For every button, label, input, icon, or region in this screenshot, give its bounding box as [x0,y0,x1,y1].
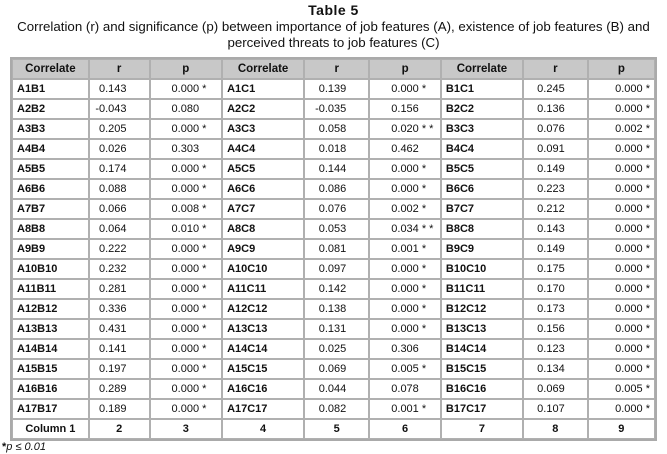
table-row [12,379,655,399]
r-cell: 0.091 [523,139,588,159]
correlate-cell: A15C15 [222,359,304,379]
correlate-cell: A13B13 [12,319,89,339]
r-cell: 0.136 [523,99,588,119]
table-row [12,359,655,379]
r-cell: 0.205 [89,119,150,139]
r-cell: 0.066 [89,199,150,219]
r-cell: 0.232 [89,259,150,279]
r-cell: 0.131 [304,319,369,339]
p-cell: 0.000 * [588,139,655,159]
correlate-cell: A10C10 [222,259,304,279]
table-row [12,79,655,99]
r-cell: 0.245 [523,79,588,99]
table-row [12,239,655,259]
correlate-cell: A2B2 [12,99,89,119]
r-cell: 0.289 [89,379,150,399]
correlate-cell: B1C1 [441,79,523,99]
p-cell: 0.010 * [150,219,223,239]
table-caption: Correlation (r) and significance (p) between importance of job features (A), existence of job features (B) and perceived threats to job features (C) [17,19,650,50]
column-header: p [369,59,441,79]
r-cell: 0.142 [304,279,369,299]
column-number-row [12,419,655,439]
r-cell: 0.088 [89,179,150,199]
correlate-cell: A17C17 [222,399,304,419]
column-number-cell: 5 [304,419,369,439]
p-cell: 0.000 * [369,319,441,339]
r-cell: 0.222 [89,239,150,259]
r-cell: 0.123 [523,339,588,359]
correlate-cell: A5B5 [12,159,89,179]
p-cell: 0.034 * * [369,219,441,239]
table-row [12,179,655,199]
p-cell: 0.002 * [588,119,655,139]
correlate-cell: A5C5 [222,159,304,179]
p-cell: 0.080 [150,99,223,119]
table-row [12,159,655,179]
correlate-cell: A2C2 [222,99,304,119]
p-cell: 0.000 * [588,79,655,99]
r-cell: 0.175 [523,259,588,279]
p-cell: 0.156 [369,99,441,119]
r-cell: 0.156 [523,319,588,339]
correlate-cell: B13C13 [441,319,523,339]
p-cell: 0.000 * [588,299,655,319]
r-cell: 0.223 [523,179,588,199]
table-row [12,399,655,419]
column-header: p [150,59,223,79]
r-cell: 0.026 [89,139,150,159]
r-cell: 0.025 [304,339,369,359]
p-cell: 0.000 * [150,319,223,339]
p-cell: 0.020 * * [369,119,441,139]
p-cell: 0.000 * [150,159,223,179]
r-cell: 0.431 [89,319,150,339]
p-cell: 0.000 * [150,119,223,139]
p-cell: 0.000 * [150,399,223,419]
p-cell: 0.001 * [369,239,441,259]
p-cell: 0.000 * [588,319,655,339]
correlate-cell: B3C3 [441,119,523,139]
table-row [12,279,655,299]
correlate-cell: A6C6 [222,179,304,199]
r-cell: 0.018 [304,139,369,159]
r-cell: 0.076 [304,199,369,219]
p-cell: 0.000 * [369,299,441,319]
correlate-cell: B12C12 [441,299,523,319]
correlate-cell: B7C7 [441,199,523,219]
r-cell: 0.170 [523,279,588,299]
r-cell: 0.058 [304,119,369,139]
p-cell: 0.000 * [150,259,223,279]
correlate-cell: A12C12 [222,299,304,319]
correlate-cell: B17C17 [441,399,523,419]
p-cell: 0.000 * [369,79,441,99]
correlate-cell: A16B16 [12,379,89,399]
r-cell: 0.082 [304,399,369,419]
column-number-cell: 2 [89,419,150,439]
column-number-cell: 7 [441,419,523,439]
p-cell: 0.078 [369,379,441,399]
p-cell: 0.000 * [150,179,223,199]
correlate-cell: B2C2 [441,99,523,119]
p-cell: 0.000 * [150,379,223,399]
p-cell: 0.001 * [369,399,441,419]
correlate-cell: A15B15 [12,359,89,379]
r-cell: 0.336 [89,299,150,319]
correlate-cell: A10B10 [12,259,89,279]
correlate-cell: B9C9 [441,239,523,259]
correlate-cell: A17B17 [12,399,89,419]
table-row [12,99,655,119]
column-number-cell: 9 [588,419,655,439]
p-cell: 0.000 * [369,259,441,279]
column-header: p [588,59,655,79]
p-cell: 0.000 * [150,299,223,319]
table-row [12,199,655,219]
p-cell: 0.000 * [588,359,655,379]
table-header-row [12,59,655,79]
r-cell: 0.107 [523,399,588,419]
r-cell: 0.149 [523,239,588,259]
r-cell: -0.043 [89,99,150,119]
footnote-text: p ≤ 0.01 [6,441,46,453]
p-cell: 0.000 * [369,159,441,179]
p-cell: 0.005 * [588,379,655,399]
p-cell: 0.000 * [588,399,655,419]
r-cell: 0.081 [304,239,369,259]
correlate-cell: B10C10 [441,259,523,279]
r-cell: 0.143 [523,219,588,239]
p-cell: 0.000 * [588,239,655,259]
correlate-cell: A12B12 [12,299,89,319]
correlate-cell: B4C4 [441,139,523,159]
p-cell: 0.000 * [150,79,223,99]
column-number-cell: 6 [369,419,441,439]
p-cell: 0.000 * [588,159,655,179]
correlate-cell: A1B1 [12,79,89,99]
correlate-cell: A9B9 [12,239,89,259]
column-header: r [89,59,150,79]
correlate-cell: A8C8 [222,219,304,239]
column-number-cell: 8 [523,419,588,439]
column-number-cell: 4 [222,419,304,439]
correlate-cell: A3C3 [222,119,304,139]
correlate-cell: B16C16 [441,379,523,399]
p-cell: 0.000 * [588,259,655,279]
correlate-cell: B6C6 [441,179,523,199]
column-header: Correlate [222,59,304,79]
r-cell: 0.174 [89,159,150,179]
p-cell: 0.000 * [588,179,655,199]
p-cell: 0.000 * [369,279,441,299]
r-cell: 0.064 [89,219,150,239]
correlate-cell: B8C8 [441,219,523,239]
p-cell: 0.462 [369,139,441,159]
correlate-cell: B15C15 [441,359,523,379]
table-row [12,299,655,319]
table-row [12,219,655,239]
correlate-cell: B5C5 [441,159,523,179]
table-title: Table 5 [308,2,359,18]
r-cell: 0.069 [304,359,369,379]
r-cell: 0.143 [89,79,150,99]
correlate-cell: A11B11 [12,279,89,299]
column-header: r [304,59,369,79]
correlate-cell: A4B4 [12,139,89,159]
column-header: Correlate [441,59,523,79]
p-cell: 0.000 * [588,279,655,299]
footnote [2,441,46,453]
p-cell: 0.000 * [150,239,223,259]
correlate-cell: B14C14 [441,339,523,359]
correlate-cell: B11C11 [441,279,523,299]
correlate-cell: A3B3 [12,119,89,139]
correlate-cell: A6B6 [12,179,89,199]
correlate-cell: A1C1 [222,79,304,99]
correlate-cell: A14B14 [12,339,89,359]
p-cell: 0.000 * [588,219,655,239]
correlate-cell: A8B8 [12,219,89,239]
table-row [12,319,655,339]
r-cell: 0.281 [89,279,150,299]
r-cell: 0.086 [304,179,369,199]
r-cell: 0.138 [304,299,369,319]
r-cell: 0.212 [523,199,588,219]
p-cell: 0.002 * [369,199,441,219]
r-cell: 0.144 [304,159,369,179]
correlate-cell: A7C7 [222,199,304,219]
p-cell: 0.005 * [369,359,441,379]
r-cell: 0.097 [304,259,369,279]
r-cell: 0.053 [304,219,369,239]
table-row [12,119,655,139]
p-cell: 0.000 * [150,359,223,379]
correlate-cell: A11C11 [222,279,304,299]
p-cell: 0.000 * [150,279,223,299]
r-cell: 0.141 [89,339,150,359]
p-cell: 0.303 [150,139,223,159]
r-cell: 0.189 [89,399,150,419]
r-cell: 0.076 [523,119,588,139]
r-cell: 0.044 [304,379,369,399]
column-number-cell: 3 [150,419,223,439]
p-cell: 0.008 * [150,199,223,219]
r-cell: 0.197 [89,359,150,379]
correlate-cell: A4C4 [222,139,304,159]
r-cell: 0.173 [523,299,588,319]
table-row [12,339,655,359]
table-row [12,259,655,279]
correlate-cell: A7B7 [12,199,89,219]
correlation-table [10,57,657,441]
p-cell: 0.000 * [588,99,655,119]
p-cell: 0.000 * [369,179,441,199]
column-number-cell: Column 1 [12,419,89,439]
column-header: Correlate [12,59,89,79]
r-cell: 0.149 [523,159,588,179]
p-cell: 0.306 [369,339,441,359]
table-row [12,139,655,159]
p-cell: 0.000 * [588,339,655,359]
r-cell: 0.069 [523,379,588,399]
p-cell: 0.000 * [588,199,655,219]
column-header: r [523,59,588,79]
r-cell: 0.134 [523,359,588,379]
correlate-cell: A9C9 [222,239,304,259]
correlate-cell: A13C13 [222,319,304,339]
correlate-cell: A14C14 [222,339,304,359]
p-cell: 0.000 * [150,339,223,359]
footnote-star: * [2,441,7,453]
r-cell: 0.139 [304,79,369,99]
correlate-cell: A16C16 [222,379,304,399]
r-cell: -0.035 [304,99,369,119]
